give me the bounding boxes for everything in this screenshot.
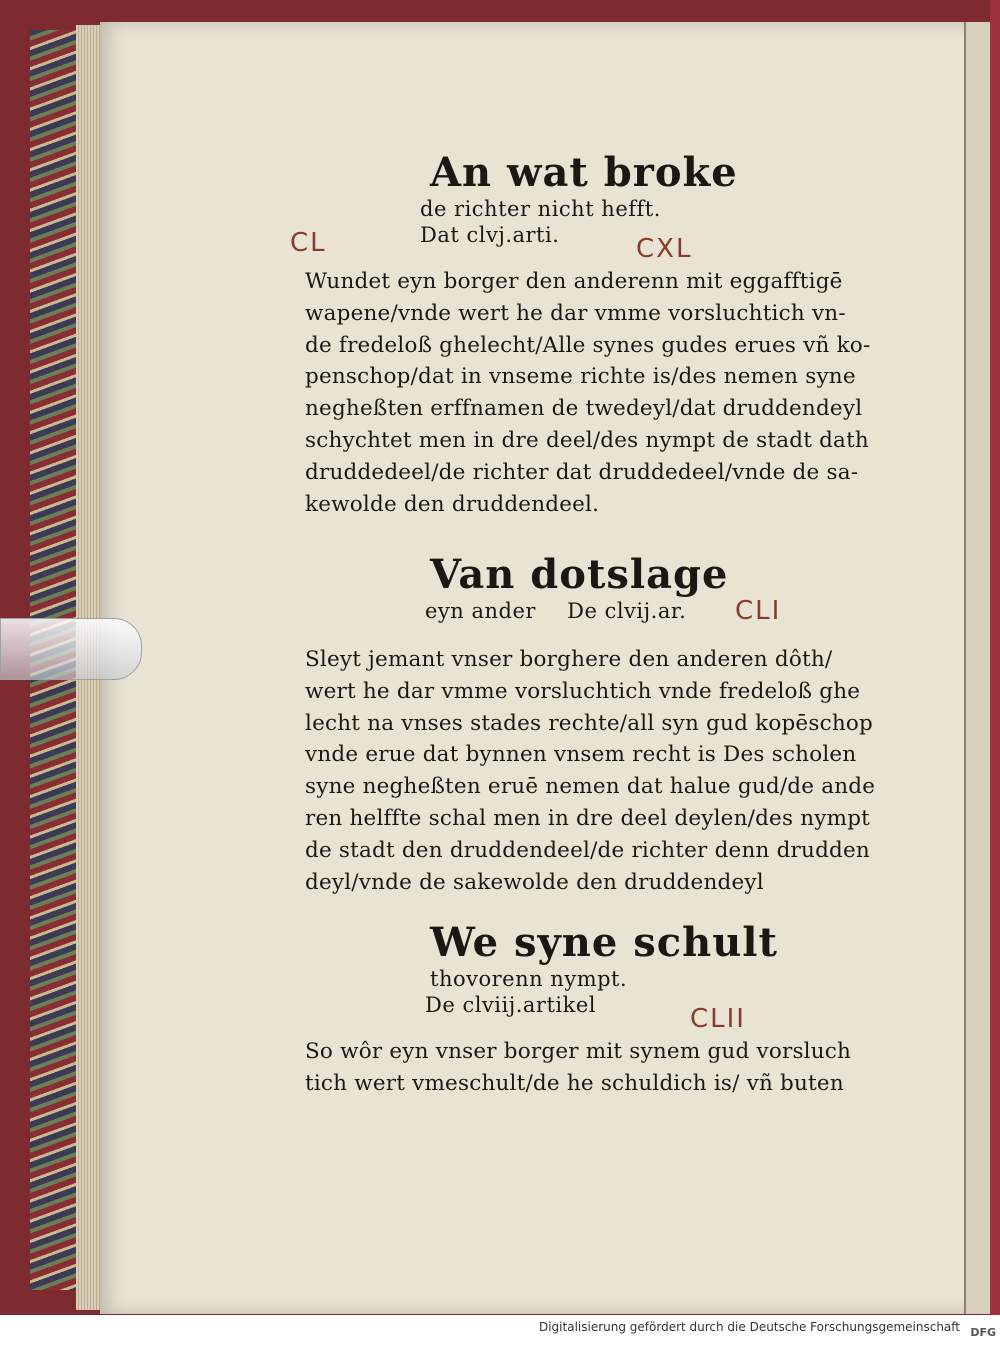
- text-line: Wundet eyn borger den anderenn mit eggafftigē: [305, 269, 843, 294]
- footer-text: Digitalisierung gefördert durch die Deutsche Forschungsgemeinschaft: [538, 1320, 960, 1334]
- margin-note: CL: [290, 228, 327, 258]
- text-line: wert he dar vmme vorsluchtich vnde fredeloß ghe: [305, 678, 861, 704]
- section-subtitle: de richter nicht hefft.: [420, 197, 661, 221]
- text-line: ren helffte schal men in dre deel deylen/des nympt: [305, 805, 871, 831]
- text-line: Sleyt jemant vnser borghere den anderen dôth/: [305, 647, 833, 672]
- article-number: [425, 598, 890, 624]
- text-line: lecht na vnses stades rechte/all syn gud kopēschop: [305, 710, 873, 736]
- margin-note: CLII: [690, 1004, 746, 1034]
- footer-credit: [0, 1315, 1000, 1340]
- section-subtitle: eyn ander: [425, 599, 536, 623]
- section-1: [305, 150, 890, 520]
- section-title: An wat broke: [430, 149, 738, 196]
- section-title: We syne schult: [430, 919, 778, 966]
- section-3: [305, 920, 890, 1100]
- cover-edge: [990, 0, 1000, 1315]
- section-subtitle: thovorenn nympt.: [430, 967, 628, 991]
- article-number: Dat clvj.arti.: [420, 223, 560, 247]
- text-line: So wôr eyn vnser borger mit synem gud vorsluch: [305, 1039, 852, 1064]
- section-title: Van dotslage: [430, 551, 729, 598]
- page-weight-clip: [0, 618, 142, 680]
- section-body: [305, 644, 890, 898]
- text-line: vnde erue dat bynnen vnsem recht is Des scholen: [305, 742, 857, 768]
- text-line: penschop/dat in vnseme richte is/des nemen syne: [305, 364, 856, 390]
- text-line: negheßten erffnamen de twedeyl/dat druddendeyl: [305, 396, 863, 422]
- text-line: druddedeel/de richter dat druddedeel/vnde de sa-: [305, 459, 859, 485]
- section-body: [305, 1036, 890, 1100]
- article-number: De clviij.artikel: [425, 993, 596, 1017]
- margin-note: CLI: [735, 596, 782, 626]
- text-line: syne negheßten eruē nemen dat halue gud/de ande: [305, 774, 876, 800]
- text-line: de stadt den druddendeel/de richter denn drudden: [305, 837, 870, 863]
- article-ref: De clvij.ar.: [567, 599, 687, 623]
- text-line: kewolde den druddendeel.: [305, 491, 600, 517]
- text-line: tich wert vmeschult/de he schuldich is/ vñ buten: [305, 1070, 844, 1096]
- text-line: wapene/vnde wert he dar vmme vorsluchtich vn-: [305, 300, 846, 326]
- margin-note: CXL: [636, 234, 693, 264]
- section-2: [305, 552, 890, 898]
- section-body: [305, 266, 890, 520]
- text-line: deyl/vnde de sakewolde den druddendeyl: [305, 869, 764, 895]
- text-line: de fredeloß ghelecht/Alle synes gudes erues vñ ko-: [305, 332, 871, 358]
- text-line: schychtet men in dre deel/des nympt de stadt dath: [305, 427, 869, 453]
- dfg-logo: DFG: [970, 1326, 996, 1339]
